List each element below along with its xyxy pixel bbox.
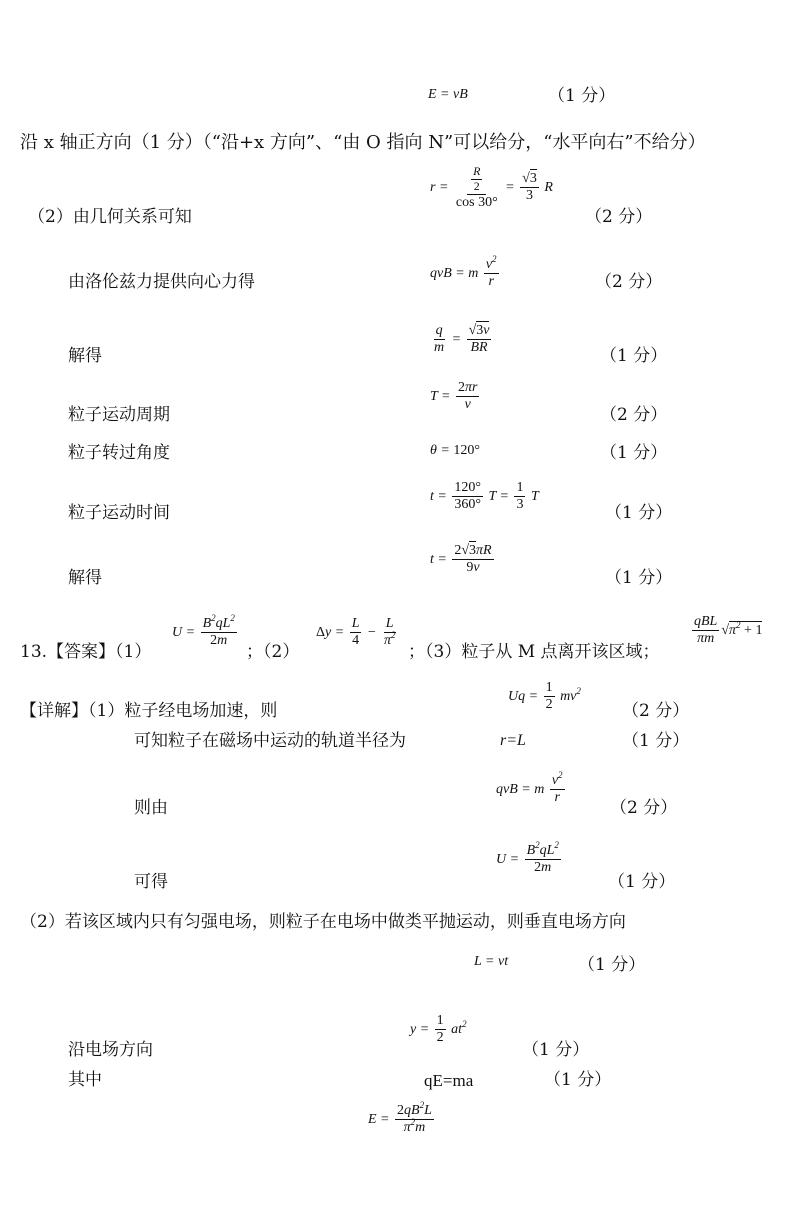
score: （1 分） — [600, 346, 668, 366]
score: （2 分） — [622, 701, 690, 721]
solve-label: 解得 — [68, 568, 102, 588]
score: （1 分） — [548, 86, 616, 106]
formula-u: U = $\frac{B^2qL^2}{2m}$ — [172, 613, 235, 649]
q13-prefix: 13.【答案】（1） — [20, 642, 152, 662]
formula-y: y = $\frac{1}{2}$ $at^2$ — [410, 1013, 467, 1046]
formula-angle: θ = 120° — [430, 443, 480, 458]
part2-intro: （2）若该区域内只有匀强电场，则粒子在电场中做类平抛运动，则垂直电场方向 — [20, 912, 626, 932]
then-label: 则由 — [134, 798, 168, 818]
period-label: 粒子运动周期 — [68, 405, 170, 425]
along-label: 沿电场方向 — [68, 1040, 153, 1060]
formula-qvb-2: qvB = m $\frac{v^2}{r}$ — [496, 770, 563, 806]
formula-e-result: E = $\frac{2qB^2L}{\pi^2m}$ — [368, 1100, 432, 1136]
formula-delta-y: Δy = $\frac{L}{4}$ − $\frac{L}{\pi^2}$ — [316, 616, 396, 649]
score: （1 分） — [622, 731, 690, 751]
direction-text: 沿 x 轴正方向（1 分）（“沿+x 方向”、“由 O 指向 N”可以给分，“水平向右”不给分） — [20, 132, 706, 153]
formula-time-solved: t = $\frac{2√3\pi R}{9v}$ — [430, 543, 492, 576]
formula-time: t = $\frac{120^\circ}{360^\circ}$ T = $\frac{1}{3}$ T — [430, 480, 539, 513]
score: （2 分） — [610, 798, 678, 818]
formula-u-result: U = $\frac{B^2qL^2}{2m}$ — [496, 840, 559, 876]
formula-q-over-m: $\frac{q}{m}$ = $\frac{√3v}{BR}$ — [434, 323, 490, 356]
formula-e-vb: E = vB — [428, 87, 468, 102]
solve-label: 解得 — [68, 346, 102, 366]
formula-l-vt: L = vt — [474, 954, 509, 969]
score: （1 分） — [544, 1070, 612, 1090]
lorentz-label: 由洛伦兹力提供向心力得 — [68, 272, 255, 292]
score: （1 分） — [608, 872, 676, 892]
formula-answer3: $\frac{\text{qBL}}{\pi m}$ $√\pi^2 + 1$ — [694, 614, 763, 647]
formula-qe-ma: qE=ma — [424, 1071, 474, 1090]
where-label: 其中 — [68, 1070, 102, 1090]
score: （2 分） — [585, 207, 653, 227]
score: （1 分） — [522, 1040, 590, 1060]
angle-label: 粒子转过角度 — [68, 443, 170, 463]
detail-label: 【详解】（1）粒子经电场加速，则 — [20, 701, 278, 721]
radius-label: 可知粒子在磁场中运动的轨道半径为 — [134, 731, 406, 751]
formula-r-l: r=L — [500, 732, 526, 749]
q13-sep2: ；（3）粒子从 M 点离开该区域； — [408, 642, 660, 662]
formula-radius: r = $\frac{\frac{R}{2}}{\cos 30^\circ}$ = $\frac{√3}{3}$ R — [430, 164, 553, 210]
score: （2 分） — [600, 405, 668, 425]
formula-uq: Uq = $\frac{1}{2}$ $mv^2$ — [508, 680, 581, 713]
q13-sep1: ；（2） — [246, 642, 300, 662]
get-label: 可得 — [134, 872, 168, 892]
score: （1 分） — [600, 443, 668, 463]
score: （2 分） — [595, 272, 663, 292]
formula-period: T = $\frac{2\pi r}{v}$ — [430, 380, 478, 413]
formula-qvb: qvB = m $\frac{v^2}{r}$ — [430, 254, 497, 290]
time-label: 粒子运动时间 — [68, 503, 170, 523]
score: （1 分） — [605, 503, 673, 523]
score: （1 分） — [578, 955, 646, 975]
geom-label: （2）由几何关系可知 — [28, 207, 192, 227]
score: （1 分） — [605, 568, 673, 588]
